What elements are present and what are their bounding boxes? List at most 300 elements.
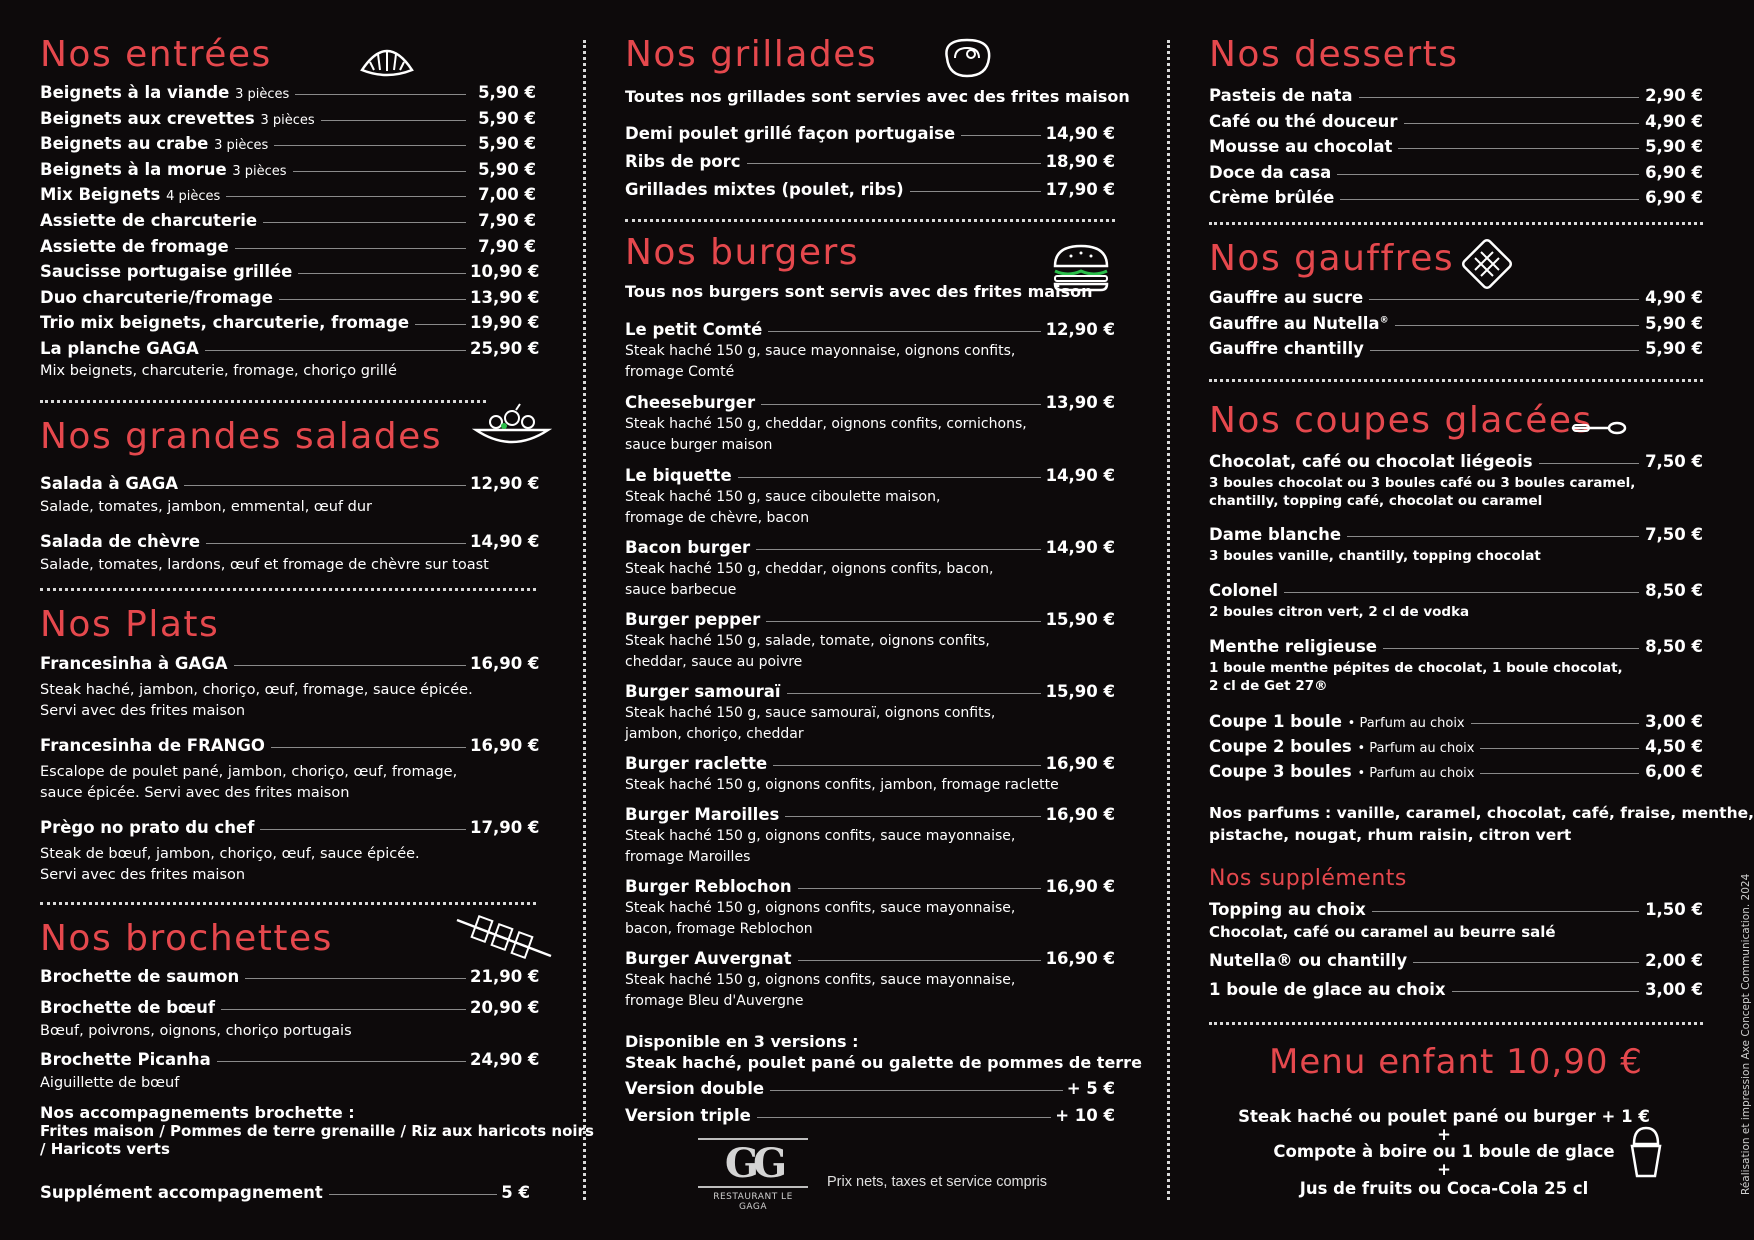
item-price: 15,90 € [1045, 610, 1115, 629]
item-name [625, 124, 955, 143]
dot-leader [1359, 97, 1639, 98]
dot-leader [205, 350, 466, 351]
dot-leader [761, 404, 1041, 405]
item-price: 12,90 € [1045, 320, 1115, 339]
item-name [1209, 288, 1363, 307]
skewer-icon [455, 914, 555, 964]
item-name-text: Coupe 3 boules [1209, 762, 1352, 781]
menu-item-row [1209, 86, 1703, 108]
item-description: Aiguillette de bœuf [40, 1075, 180, 1091]
item-price: 5 € [501, 1183, 530, 1202]
item-description: Servi avec des frites maison [40, 703, 246, 719]
item-price: 5,90 € [1645, 313, 1703, 333]
item-description: Servi avec des frites maison [40, 867, 246, 883]
menu-item-row [40, 185, 536, 207]
menu-item-row [40, 1050, 540, 1072]
dot-leader [757, 1117, 1051, 1118]
section-divider [625, 219, 1115, 222]
item-name [40, 185, 220, 204]
menu-item-row [40, 967, 540, 989]
section-title-gauffres: Nos gauffres [1209, 238, 1455, 279]
item-name-text: Gauffre au sucre [1209, 288, 1364, 307]
section-title-grillades: Nos grillades [625, 34, 878, 75]
item-name-text: Dame blanche [1209, 525, 1342, 544]
item-name-text: Duo charcuterie/fromage [40, 287, 273, 307]
menu-item-row [625, 124, 1115, 146]
item-name-text: Saucisse portugaise grillée [40, 262, 293, 282]
dot-leader [1480, 773, 1639, 774]
menu-item-row [1209, 737, 1703, 759]
menu-item-row [1209, 188, 1703, 210]
dot-leader [221, 1009, 466, 1010]
dot-leader [245, 978, 466, 979]
dot-leader [260, 829, 466, 830]
section-divider [40, 588, 536, 591]
item-name-text: Nutella® ou chantilly [1209, 951, 1408, 970]
accompaniments-line: Frites maison / Pommes de terre grenaille / Riz aux haricots noirs [40, 1122, 594, 1140]
item-description: 3 boules vanille, chantilly, topping chocolat [1209, 548, 1541, 564]
waffle-icon [1459, 236, 1515, 292]
item-name [1209, 112, 1398, 131]
item-note: • Parfum au choix [1347, 716, 1465, 731]
item-price: 4,50 € [1645, 737, 1703, 756]
dot-leader [773, 765, 1041, 766]
dot-leader [1340, 199, 1639, 200]
dot-leader [1480, 748, 1639, 749]
item-name [1209, 637, 1377, 656]
item-name-text: Burger raclette [625, 754, 768, 773]
item-price: 6,90 € [1645, 188, 1703, 207]
menu-item-row [40, 134, 536, 156]
flavors-line: pistache, nougat, rhum raisin, citron vert [1209, 826, 1572, 844]
item-price: 5,90 € [478, 83, 536, 102]
item-price: 6,00 € [1645, 762, 1703, 781]
menu-item-row [625, 466, 1115, 488]
menu-item-row [40, 1183, 530, 1205]
menu-item-row [625, 320, 1115, 342]
item-name [1209, 712, 1465, 731]
versions-title: Disponible en 3 versions : [625, 1032, 859, 1051]
item-name-text: Salada de chèvre [40, 532, 201, 551]
item-name-text: Le petit Comté [625, 320, 763, 339]
item-price: 2,90 € [1645, 86, 1703, 105]
item-name-text: Burger pepper [625, 610, 761, 629]
item-name-text: Beignets au crabe [40, 134, 209, 154]
item-name-text: Francesinha de FRANGO [40, 736, 265, 755]
item-name [40, 998, 215, 1017]
item-name-text: Gauffre chantilly [1209, 339, 1364, 358]
dot-leader [1413, 962, 1639, 963]
item-price: 7,90 € [478, 236, 536, 256]
item-price: 16,90 € [1045, 754, 1115, 773]
menu-item-row [40, 532, 540, 554]
kids-menu-plus: + [1437, 1160, 1451, 1179]
dot-leader [329, 1194, 497, 1195]
menu-item-row [625, 949, 1115, 971]
item-name-text: Pasteis de nata [1209, 86, 1353, 105]
item-price: 17,90 € [470, 818, 540, 837]
menu-item-row [1209, 137, 1703, 159]
kids-menu-plus: + [1437, 1125, 1451, 1144]
item-description: sauce burger maison [625, 437, 773, 453]
item-name-text: 1 boule de glace au choix [1209, 980, 1446, 999]
print-credit: Réalisation et impression Axe Concept Communication. 2024 [1740, 873, 1752, 1195]
item-name [1209, 900, 1366, 919]
ice-cream-cup-icon [1629, 1126, 1663, 1178]
dot-leader [279, 299, 466, 300]
dot-leader [910, 191, 1041, 192]
dot-leader [785, 816, 1041, 817]
dot-leader [1383, 648, 1639, 649]
dot-leader [295, 94, 466, 95]
dot-leader [184, 485, 466, 486]
item-name [40, 313, 409, 332]
item-name-text: Gauffre au Nutella [1209, 313, 1380, 333]
item-name-text: Francesinha à GAGA [40, 654, 228, 673]
spoon-icon [1571, 418, 1627, 438]
item-description: chantilly, topping café, chocolat ou caramel [1209, 493, 1543, 509]
item-price: 24,90 € [470, 1050, 540, 1069]
item-name [625, 393, 755, 412]
dot-leader [1395, 325, 1639, 326]
item-price: 14,90 € [1045, 466, 1115, 485]
steak-icon [941, 36, 995, 80]
kids-menu-line: Jus de fruits ou Coca-Cola 25 cl [1299, 1179, 1589, 1198]
item-name [1209, 581, 1278, 600]
menu-item-row [40, 313, 540, 335]
restaurant-logo [698, 1138, 808, 1212]
item-name [1209, 951, 1407, 970]
item-description: Steak haché 150 g, oignons confits, sauce mayonnaise, [625, 828, 1016, 844]
dot-leader [217, 1061, 466, 1062]
item-description: Steak haché 150 g, oignons confits, jambon, fromage raclette [625, 777, 1059, 793]
item-price: 15,90 € [1045, 682, 1115, 701]
item-description: Escalope de poulet pané, jambon, choriço, œuf, fromage, [40, 764, 458, 780]
item-price: 16,90 € [1045, 877, 1115, 896]
item-description: Steak haché 150 g, sauce samouraï, oignons confits, [625, 705, 996, 721]
menu-item-row [1209, 762, 1703, 784]
item-price: 7,50 € [1645, 525, 1703, 544]
salad-bowl-icon [472, 402, 552, 448]
prices-note: Prix nets, taxes et service compris [827, 1174, 1047, 1190]
item-name-text: Assiette de charcuterie [40, 211, 258, 230]
item-name [625, 320, 762, 339]
dot-leader [1369, 299, 1639, 300]
item-name [40, 532, 200, 551]
menu-item-row [1209, 581, 1703, 603]
item-description: 2 boules citron vert, 2 cl de vodka [1209, 604, 1470, 620]
registered-mark: ® [1379, 315, 1389, 325]
dot-leader [766, 621, 1041, 622]
item-name-text: Colonel [1209, 581, 1279, 600]
item-name: Version double [625, 1079, 765, 1098]
section-title-plats: Nos Plats [40, 604, 220, 645]
menu-item-row [1209, 637, 1703, 659]
dot-leader [271, 747, 466, 748]
item-price: + 10 € [1055, 1106, 1115, 1125]
dot-leader [1370, 350, 1639, 351]
section-subtitle: Tous nos burgers sont servis avec des frites maison [625, 282, 1093, 301]
item-name-text: Trio mix beignets, charcuterie, fromage [40, 313, 410, 333]
menu-item-row [625, 393, 1115, 415]
menu-item-row [40, 262, 540, 284]
item-price: 1,50 € [1645, 900, 1703, 919]
dot-leader [235, 248, 466, 249]
item-name-text: Assiette de fromage [40, 236, 229, 256]
item-name-text: Bacon burger [625, 538, 751, 557]
item-name [40, 1050, 211, 1069]
menu-item-row [40, 287, 540, 310]
column-divider [1167, 40, 1170, 1200]
section-title-supplements: Nos suppléments [1209, 866, 1407, 891]
item-name [40, 339, 199, 358]
item-price: 13,90 € [470, 287, 540, 307]
item-name [1209, 163, 1331, 182]
item-name-text: Burger Reblochon [625, 877, 792, 896]
item-name [40, 134, 268, 153]
menu-item-row [625, 805, 1115, 827]
menu-item-row [1209, 163, 1703, 185]
menu-item-row [1209, 314, 1703, 336]
item-description: 3 boules chocolat ou 3 boules café ou 3 boules caramel, [1209, 475, 1636, 491]
kids-menu-line: Steak haché ou poulet pané ou burger + 1 € [1238, 1107, 1650, 1126]
item-name [1209, 86, 1353, 105]
item-name [1209, 980, 1446, 999]
item-name [1209, 737, 1474, 756]
item-description: fromage de chèvre, bacon [625, 510, 810, 526]
item-description: Steak haché 150 g, salade, tomate, oignons confits, [625, 633, 990, 649]
menu-item-row [40, 654, 540, 676]
item-quantity: 3 pièces [214, 138, 269, 154]
item-name-text: Grillades mixtes (poulet, ribs) [625, 180, 904, 199]
item-name [40, 83, 289, 102]
item-description: Steak haché 150 g, cheddar, oignons confits, cornichons, [625, 416, 1027, 432]
menu-item-row [40, 83, 536, 105]
menu-item-row [1209, 525, 1703, 547]
item-price: 18,90 € [1045, 152, 1115, 171]
menu-item-row [625, 538, 1115, 560]
item-price: 13,90 € [1045, 393, 1115, 412]
item-name-text: Brochette de saumon [40, 967, 240, 986]
accompaniments-title: Nos accompagnements brochette : [40, 1103, 355, 1122]
item-name-text: Salada à GAGA [40, 474, 179, 493]
column-left [40, 0, 594, 1240]
item-description: Steak de bœuf, jambon, choriço, œuf, sauce épicée. [40, 846, 420, 862]
section-subtitle: Toutes nos grillades sont servies avec des frites maison [625, 87, 1130, 106]
item-description: jambon, choriço, cheddar [625, 726, 804, 742]
dot-leader [226, 196, 466, 197]
item-price: 5,90 € [1645, 339, 1703, 358]
dot-leader [798, 960, 1041, 961]
item-price: 14,90 € [1045, 538, 1115, 557]
item-note: • Parfum au choix [1357, 766, 1475, 781]
section-divider [1209, 379, 1703, 382]
dot-leader [738, 477, 1041, 478]
item-quantity: 4 pièces [166, 189, 221, 205]
item-name-text: Ribs de porc [625, 152, 741, 171]
item-name [1209, 762, 1474, 781]
menu-item-row [1209, 452, 1703, 474]
dot-leader [787, 693, 1041, 694]
item-description: fromage Bleu d'Auvergne [625, 993, 804, 1009]
item-name-text: Mousse au chocolat [1209, 137, 1393, 156]
menu-item-row [1209, 951, 1703, 973]
menu-item-row [40, 211, 536, 233]
menu-item-row [40, 109, 536, 131]
dot-leader [234, 665, 466, 666]
item-price: 20,90 € [470, 998, 540, 1017]
item-quantity: 3 pièces [232, 163, 287, 179]
item-name [625, 682, 781, 701]
dot-leader [263, 222, 466, 223]
menu-item-row [40, 998, 540, 1020]
dot-leader [293, 171, 466, 172]
item-name-text: Demi poulet grillé façon portugaise [625, 124, 956, 143]
item-price: 25,90 € [470, 339, 540, 358]
item-description: Steak haché 150 g, oignons confits, sauce mayonnaise, [625, 972, 1016, 988]
item-quantity: 3 pièces [235, 87, 290, 102]
versions-description: Steak haché, poulet pané ou galette de pommes de terre [625, 1053, 1142, 1072]
item-price: 8,50 € [1645, 581, 1703, 600]
dumpling-icon [358, 40, 416, 84]
item-price: 12,90 € [470, 474, 540, 493]
item-name-text: Mix Beignets [40, 185, 161, 205]
item-name-text: Cheeseburger [625, 393, 756, 412]
item-description: Steak haché 150 g, oignons confits, sauce mayonnaise, [625, 900, 1016, 916]
section-title-desserts: Nos desserts [1209, 34, 1459, 75]
item-price: 4,90 € [1645, 288, 1703, 307]
item-name [1209, 137, 1392, 156]
menu-item-row [625, 610, 1115, 632]
item-description: sauce barbecue [625, 582, 737, 598]
item-note: • Parfum au choix [1357, 741, 1475, 756]
item-price: 7,90 € [478, 211, 536, 230]
dot-leader [770, 1090, 1063, 1091]
section-divider [1209, 1022, 1703, 1025]
item-description: Steak haché 150 g, sauce ciboulette maison, [625, 489, 941, 505]
menu-item-row [1209, 112, 1703, 134]
item-description: Steak haché 150 g, cheddar, oignons confits, bacon, [625, 561, 994, 577]
item-price: 5,90 € [478, 108, 536, 128]
dot-leader [274, 145, 466, 146]
item-name-text: Crème brûlée [1209, 188, 1335, 207]
item-name [625, 538, 750, 557]
menu-item-row [625, 754, 1115, 776]
dot-leader [206, 543, 466, 544]
item-name [625, 949, 792, 968]
item-price: 16,90 € [470, 736, 540, 755]
item-price: 10,90 € [470, 262, 540, 282]
logo-caption: RESTAURANT LE GAGA [713, 1192, 793, 1212]
item-name [40, 967, 239, 986]
item-name-text: Brochette de bœuf [40, 998, 216, 1017]
item-price: 8,50 € [1645, 637, 1703, 656]
item-name: Version triple [625, 1106, 751, 1125]
dot-leader [747, 163, 1041, 164]
item-price: 4,90 € [1645, 111, 1703, 131]
logo-monogram: GG [698, 1138, 808, 1188]
menu-item-row [40, 474, 540, 496]
item-name [1209, 452, 1533, 471]
item-name: Supplément accompagnement [40, 1183, 323, 1202]
kids-menu-title: Menu enfant 10,90 € [1269, 1042, 1643, 1082]
dot-leader [1372, 911, 1639, 912]
item-name [625, 877, 792, 896]
item-name-text: Coupe 1 boule [1209, 712, 1342, 731]
item-name-text: Café ou thé douceur [1209, 111, 1398, 131]
item-description: bacon, fromage Reblochon [625, 921, 813, 937]
dot-leader [1347, 536, 1639, 537]
item-price: 6,90 € [1645, 162, 1703, 182]
section-divider [40, 902, 536, 905]
item-price: 7,50 € [1645, 452, 1703, 471]
item-name-text: Brochette Picanha [40, 1050, 211, 1069]
item-name [40, 736, 265, 755]
menu-item-row [40, 818, 540, 840]
item-price: 16,90 € [1045, 805, 1115, 824]
item-name [625, 180, 904, 199]
item-price: + 5 € [1066, 1079, 1115, 1098]
item-price: 16,90 € [470, 654, 540, 673]
item-name [40, 818, 254, 837]
item-name [40, 237, 229, 256]
item-name-text: Beignets à la morue [40, 159, 227, 179]
dot-leader [1404, 123, 1639, 124]
item-description: cheddar, sauce au poivre [625, 654, 803, 670]
section-divider [40, 400, 486, 403]
item-price: 2,00 € [1645, 951, 1703, 970]
section-title-burgers: Nos burgers [625, 232, 860, 273]
flavors-line: Nos parfums : vanille, caramel, chocolat, café, fraise, menthe, [1209, 804, 1754, 822]
accompaniments-line: / Haricots verts [40, 1140, 170, 1158]
item-name-text: Topping au choix [1209, 900, 1366, 919]
item-name-text: Beignets à la viande [40, 83, 230, 102]
menu-item-row [625, 152, 1115, 174]
menu-item-row [1209, 980, 1703, 1002]
item-price: 7,00 € [478, 185, 536, 205]
menu-item-row [40, 736, 540, 758]
item-name [1209, 188, 1334, 207]
menu-item-row [625, 877, 1115, 899]
column-middle [625, 0, 1142, 1240]
item-name-text: Menthe religieuse [1209, 637, 1377, 656]
item-quantity: 3 pièces [260, 112, 315, 128]
section-title-entrees: Nos entrées [40, 34, 272, 75]
menu-item-row [1209, 339, 1703, 361]
item-description: Mix beignets, charcuterie, fromage, choriço grillé [40, 363, 397, 379]
item-price: 3,00 € [1645, 980, 1703, 999]
item-name-text: Coupe 2 boules [1209, 737, 1352, 756]
section-title-salades: Nos grandes salades [40, 416, 443, 457]
item-name-text: Burger samouraï [625, 682, 781, 701]
item-name [625, 152, 741, 171]
menu-item-row [625, 682, 1115, 704]
item-price: 3,00 € [1645, 712, 1703, 731]
column-divider [583, 40, 586, 1200]
item-description: Steak haché, jambon, choriço, œuf, fromage, sauce épicée. [40, 682, 473, 698]
item-price: 19,90 € [470, 313, 540, 333]
menu-item-row [1209, 288, 1703, 310]
item-name [625, 754, 767, 773]
item-name [40, 262, 292, 281]
item-description: fromage Comté [625, 364, 735, 380]
item-description: sauce épicée. Servi avec des frites maison [40, 785, 350, 801]
item-name [1209, 525, 1341, 544]
item-description: Salade, tomates, lardons, œuf et fromage de chèvre sur toast [40, 557, 489, 573]
item-name-text: Burger Auvergnat [625, 949, 792, 968]
menu-item-row [40, 160, 536, 182]
menu-item-row [625, 1106, 1115, 1128]
